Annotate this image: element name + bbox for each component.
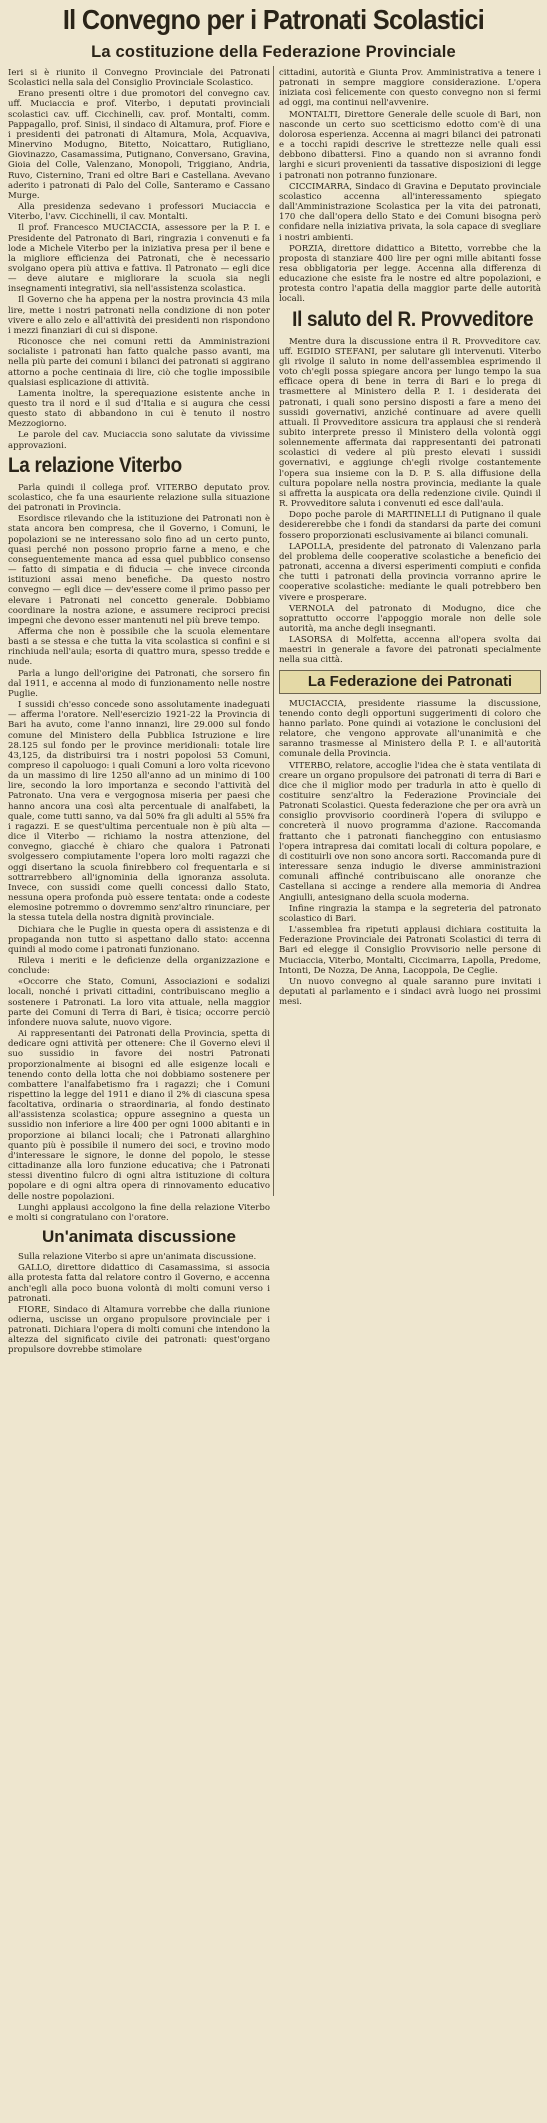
paragraph: Infine ringrazia la stampa e la segreteria del patronato scolastico di Bari. — [279, 903, 541, 924]
discussion-section — [8, 1252, 270, 1356]
paragraph: Rileva i meriti e le deficienze della organizzazione e conclude: — [8, 955, 270, 977]
paragraph: L'assemblea fra ripetuti applausi dichiara costituita la Federazione Provinciale dei Patronati Scolastici di terra di Bari ed elegge il Consiglio Provvisorio nelle persone di Muciaccia, Viterbo, Montalti, Ciccimarra, Lapolla, Predome, Intonti, De Nozza, De Anna, Lacoppola, De Ceglie. — [279, 925, 541, 976]
paragraph: cittadini, autorità e Giunta Prov. Amministrativa a tenere i patronati in sempre maggiore considerazione. L'opera iniziata così felicemente con questo convegno non si fermi ad oggi, ma continui nell'avvenire. — [279, 68, 541, 109]
article-subtitle: La costituzione della Federazione Provinciale — [91, 43, 456, 61]
paragraph: Ai rappresentanti dei Patronati della Provincia, spetta di dedicare ogni attività per ottenere: Che il Governo elevi il suo sussidio in favore dei nostri Patronati proporzionalmente ai bisogni ed alle esigenze locali e tenendo conto della lotta che noi dobbiamo sostenere per combattere l'analfabetismo fra i ragazzi; che i Comuni rispettino la legge del 1911 e diano il 2% di ciascuna spesa facoltativa, ordinaria o straordinaria, al fondo destinato all'assistenza scolastica; oppure assegnino a questa un sussidio non inferiore a lire 400 per ogni 1000 abitanti e in proporzione ai bilanci locali; che i Patronati allarghino quanto più è possibile il numero dei soci, e trovino modo d'interessare le signore, le donne del popolo, le stesse cittadinanze alla loro funzione educativa; che i Patronati stessi diventino fulcro di ogni altra istituzione di coltura popolare e di ogni altra opera di rinnovamento educativo delle nostre popolazioni. — [8, 1029, 270, 1202]
intro-section — [8, 68, 270, 451]
left-column — [8, 68, 270, 2120]
paragraph: Un nuovo convegno al quale saranno pure invitati i deputati al parlamento e i sindaci avrà luogo nei prossimi mesi. — [279, 976, 541, 1008]
right-column — [279, 68, 541, 1196]
paragraph: GALLO, direttore didattico di Casamassima, si associa alla protesta fatta dal relatore contro il Governo, e accenna anch'egli alla poco buona volontà di molti comuni verso i patronati. — [8, 1263, 270, 1304]
paragraph: Dopo poche parole di MARTINELLI di Putignano il quale desidererebbe che i fondi da standarsi da parte dei comuni fossero proporzionati esclusivamente ai bilanci comunali. — [279, 510, 541, 541]
paragraph: Il Governo che ha appena per la nostra provincia 43 mila lire, mette i nostri patronati nella condizione di non poter vivere e allo zelo e all'attività dei presidenti non rispondono i mezzi finanziari di cui si dispone. — [8, 295, 270, 336]
continuation-section — [279, 68, 541, 305]
section-heading-provveditore: Il saluto del R. Provveditore — [292, 307, 534, 331]
paragraph: VERNOLA del patronato di Modugno, dice che soprattutto occorre l'appoggio morale non delle sole autorità, ma anche degli insegnanti. — [279, 603, 541, 634]
paragraph: Il prof. Francesco MUCIACCIA, assessore per la P. I. e Presidente del Patronato di Bari, ringrazia i convenuti e fa lode a Michele Viterbo per la iniziativa presa per il bene e la migliore efficienza dei Patronati, che è necessario svolgano opera più attiva e fattiva. Il Patronato — egli dice — deve aiutare e migliorare la scuola sia negli insegnamenti integrativi, sia nell'assistenza scolastica. — [8, 223, 270, 295]
paragraph: Alla presidenza sedevano i professori Muciaccia e Viterbo, l'avv. Cicchinelli, il cav. Montalti. — [8, 202, 270, 223]
column-rule — [273, 66, 274, 1196]
paragraph: Sulla relazione Viterbo si apre un'animata discussione. — [18, 1252, 257, 1263]
paragraph: Esordisce rilevando che la istituzione dei Patronati non è stata ancora ben compresa, che il Governo, i Comuni, le popolazioni se ne interessano solo fino ad un certo punto, quasi perché non possono proprio farne a meno, e che conseguentemente manca ad essa quel pubblico consenso — fatto di simpatia e di fiducia — che invece circonda istituzioni assai meno benefiche. Da questo nostro convegno — egli dice — dev'essere come il primo passo per elevare i Patronati nel concetto generale. Dobbiamo coordinare la nostra azione, e assumere reciproci precisi impegni che devono esser mantenuti nel più breve tempo. — [8, 514, 270, 626]
section-heading-federazione: La Federazione dei Patronati — [279, 670, 541, 694]
section-heading-viterbo: La relazione Viterbo — [8, 453, 182, 477]
paragraph: FIORE, Sindaco di Altamura vorrebbe che dalla riunione odierna, uscisse un organo propulsore provinciale per i patronati. Dichiara l'opera di molti comuni che intendono la altezza del significato civile dei patronati: quest'organo propulsore dovrebbe stimolare — [8, 1304, 270, 1356]
paragraph: Parla a lungo dell'origine dei Patronati, che sorsero fin dal 1911, e accenna al modo di funzionamento nelle nostre Puglie. — [8, 668, 270, 699]
viterbo-section — [8, 483, 270, 1223]
paragraph: MONTALTI, Direttore Generale delle scuole di Bari, non nasconde un certo suo scetticismo edotto com'è di una dolorosa esperienza. Accenna ai magri bilanci dei patronati e a tocchi rapidi descrive le strettezze nelle quali essi debbono dibattersi. Fino a quando non si avranno fondi larghi e sicuri provenienti da tassative disposizioni di legge i patronati non potranno funzionare. — [279, 109, 541, 181]
paragraph: CICCIMARRA, Sindaco di Gravina e Deputato provinciale scolastico accenna all'interessamento spiegato dall'Amministrazione Scolastica per la vita dei patronati, 170 che dall'opera dello Stato e dei Comuni bisogna però confidare nella iniziativa privata, la sola capace di svegliare i nostri ambienti. — [279, 181, 541, 243]
paragraph: Dichiara che le Puglie in questa opera di assistenza e di propaganda non tutto si aspettano dallo stato: accenna quindi al modo come i patronati funzionano. — [8, 924, 270, 955]
paragraph: Lamenta inoltre, la sperequazione esistente anche in questo tra il nord e il sud d'Italia e si augura che cessi questo stato di abbandono in cui è tenuto il nostro Mezzogiorno. — [8, 388, 270, 430]
paragraph: Le parole del cav. Muciaccia sono salutate da vivissime approvazioni. — [8, 430, 270, 451]
paragraph: LAPOLLA, presidente del patronato di Valenzano parla del problema delle cooperative scolastiche a beneficio dei patronati, accenna a diversi esperimenti compiuti e confida che tutti i patronati della provincia vorranno aprire le cooperative scolastiche: mediante le quali potrebbero ben vivere e prosperare. — [279, 541, 541, 603]
paragraph: LASORSA di Molfetta, accenna all'opera svolta dai maestri in generale a favore dei patronati specialmente nella sua città. — [279, 635, 541, 666]
paragraph: PORZIA, direttore didattico a Bitetto, vorrebbe che la proposta di stanziare 400 lire per ogni mille abitanti fosse resa obbligatoria per legge. Accenna alla differenza di educazione che esiste fra le nostre ed altre popolazioni, e protesta contro l'apatia della maggior parte delle autorità locali. — [279, 243, 541, 305]
paragraph: Ieri si è riunito il Convegno Provinciale dei Patronati Scolastici nella sala del Consiglio Provinciale Scolastico. — [8, 68, 270, 89]
paragraph: VITERBO, relatore, accoglie l'idea che è stata ventilata di creare un organo propulsore dei patronati di terra di Bari e dice che il miglior modo per tradurla in atto è quello di costituire senz'altro la Federazione Provinciale dei Patronati Scolastici. Questa federazione che per ora avrà un consiglio provvisorio coordinerà l'opera di sviluppo e concreterà il nuovo programma d'azione. Raccomanda frattanto che i patronati fiancheggino con entusiasmo l'opera intrapresa dai comitati locali di coltura popolare, e di costituirli ove non sono ancora sorti. Raccomanda pure di interessare senza indugio le diverse amministrazioni comunali affinché contribuiscano alle onoranze che Castellana si accinge a rendere alla memoria di Andrea Angiulli, antesignano della scuola moderna. — [279, 760, 541, 903]
article-title: Il Convegno per i Patronati Scolastici — [62, 4, 485, 35]
paragraph: Mentre dura la discussione entra il R. Provveditore cav. uff. EGIDIO STEFANI, per salutare gli intervenuti. Viterbo gli rivolge il saluto in nome dell'assemblea esprimendo il voto ch'egli possa spiegare ancora per lungo tempo la sua efficace opera di bene in terra di Bari e lo prega di trasmettere al Ministero della P. I. i desiderata dei patronati, i quali sono persino disposti a fare a meno dei sussidi governativi, anziché continuare ad avere quelli attuali. Il Provveditore assicura tra applausi che si renderà subito interprete presso il Ministero della volontà oggi solennemente affermata dai rappresentanti dei patronati scolastici di vedere al più presto elevati i sussidi governativi, e aggiunge ch'egli rivolge costantemente l'opera sua insieme con la D. P. S. alla diffusione della cultura popolare nella nostra provincia, mediante la quale si affretta la auspicata ora della redenzione civile. Quindi il R. Provveditore saluta i convenuti ed esce dall'aula. — [279, 336, 541, 510]
paragraph: Lunghi applausi accolgono la fine della relazione Viterbo e molti si congratulano con l'oratore. — [8, 1202, 270, 1223]
paragraph: I sussidi ch'esso concede sono assolutamente inadeguati — afferma l'oratore. Nell'esercizio 1921-22 la Provincia di Bari ha avuto, come l'anno innanzi, lire 29.000 sul fondo comune del Ministero della Pubblica Istruzione e lire 28.125 sul fondo per le province meridionali: totale lire 43,125, da distribuirsi tra i nostri popolosi 53 Comuni, compreso il capoluogo: i quali Comuni a loro volta ricevono da un massimo di lire 1250 all'anno ad un minimo di 100 lire, secondo la loro importanza e secondo l'attività del Patronato. Una vera e vergognosa miseria per paesi che hanno ancora una così alta percentuale di analfabeti, la quale, come tutti sanno, va dal 50% fra gli adulti al 55% fra i ragazzi. E se quest'ultima percentuale non è più alta — dice il Viterbo — richiamo la nostra attenzione, del convegno, giacché è chiaro che qualora i Patronati svolgessero compiutamente l'opera loro molti ragazzi che oggi disertano la scuola finirebbero col frequentarla e si sottrarrebbero all'ignominia della ignoranza assoluta. Invece, con sussidi come quelli concessi dallo Stato, nessuna opera profonda può essere tentata: onde a codeste elemosine potremmo o dovremmo senz'altro rinunciare, per la stessa tutela della nostra dignità provinciale. — [8, 700, 270, 924]
paragraph: Erano presenti oltre i due promotori del convegno cav. uff. Muciaccia e prof. Viterbo, i deputati provinciali scolastici cav. uff. Cicchinelli, cav. prof. Montalti, comm. Pappagallo, prof. Sinisi, il sindaco di Altamura, prof. Fiore e i presidenti dei patronati di Altamura, Mola, Acquaviva, Minervino Modugno, Bitetto, Noicattaro, Rutigliano, Giovinazzo, Casamassima, Putignano, Conversano, Gravina, Gioia del Colle, Valenzano, Monopoli, Triggiano, Andria, Ruvo, Cisternino, Trani ed oltre Bari e Castellana. Avevano aderito i patronati di Palo del Colle, Santeramo e Cassano Murge. — [8, 89, 270, 201]
federazione-section — [279, 699, 541, 1008]
paragraph: Afferma che non è possibile che la scuola elementare basti a se stessa e che tutta la vita scolastica si confini e si rinchiuda nell'aula; esorta di quattro mura, spesso tredde e nude. — [8, 626, 270, 668]
paragraph: MUCIACCIA, presidente riassume la discussione, tenendo conto degli opportuni suggerimenti di coloro che hanno parlato. Pone quindi ai votazione le conclusioni del relatore, che vengono approvate all'unanimità e che saranno trasmesse al Ministero della P. I. e all'autorità comunale della Provincia. — [279, 698, 541, 760]
paragraph: Riconosce che nei comuni retti da Amministrazioni socialiste i patronati han fatto qualche passo avanti, ma nella più parte dei comuni i bilanci dei patronati si aggirano attorno a poche centinaia di lire, ciò che toglie impossibile qualsiasi esplicazione di attività. — [8, 337, 270, 388]
paragraph: «Occorre che Stato, Comuni, Associazioni e sodalizi locali, nonché i privati cittadini, contribuiscano meglio a sostenere i Patronati. La loro vita attuale, nella maggior parte dei Comuni di Terra di Bari, è tisica; occorre perciò infondere nuova salute, nuovo vigore. — [8, 977, 270, 1028]
paragraph: Parla quindi il collega prof. VITERBO deputato prov. scolastico, che fa una esauriente relazione sulla situazione dei patronati in Provincia. — [8, 482, 270, 514]
provveditore-section — [279, 337, 541, 666]
section-heading-discussion: Un'animata discussione — [42, 1227, 236, 1247]
